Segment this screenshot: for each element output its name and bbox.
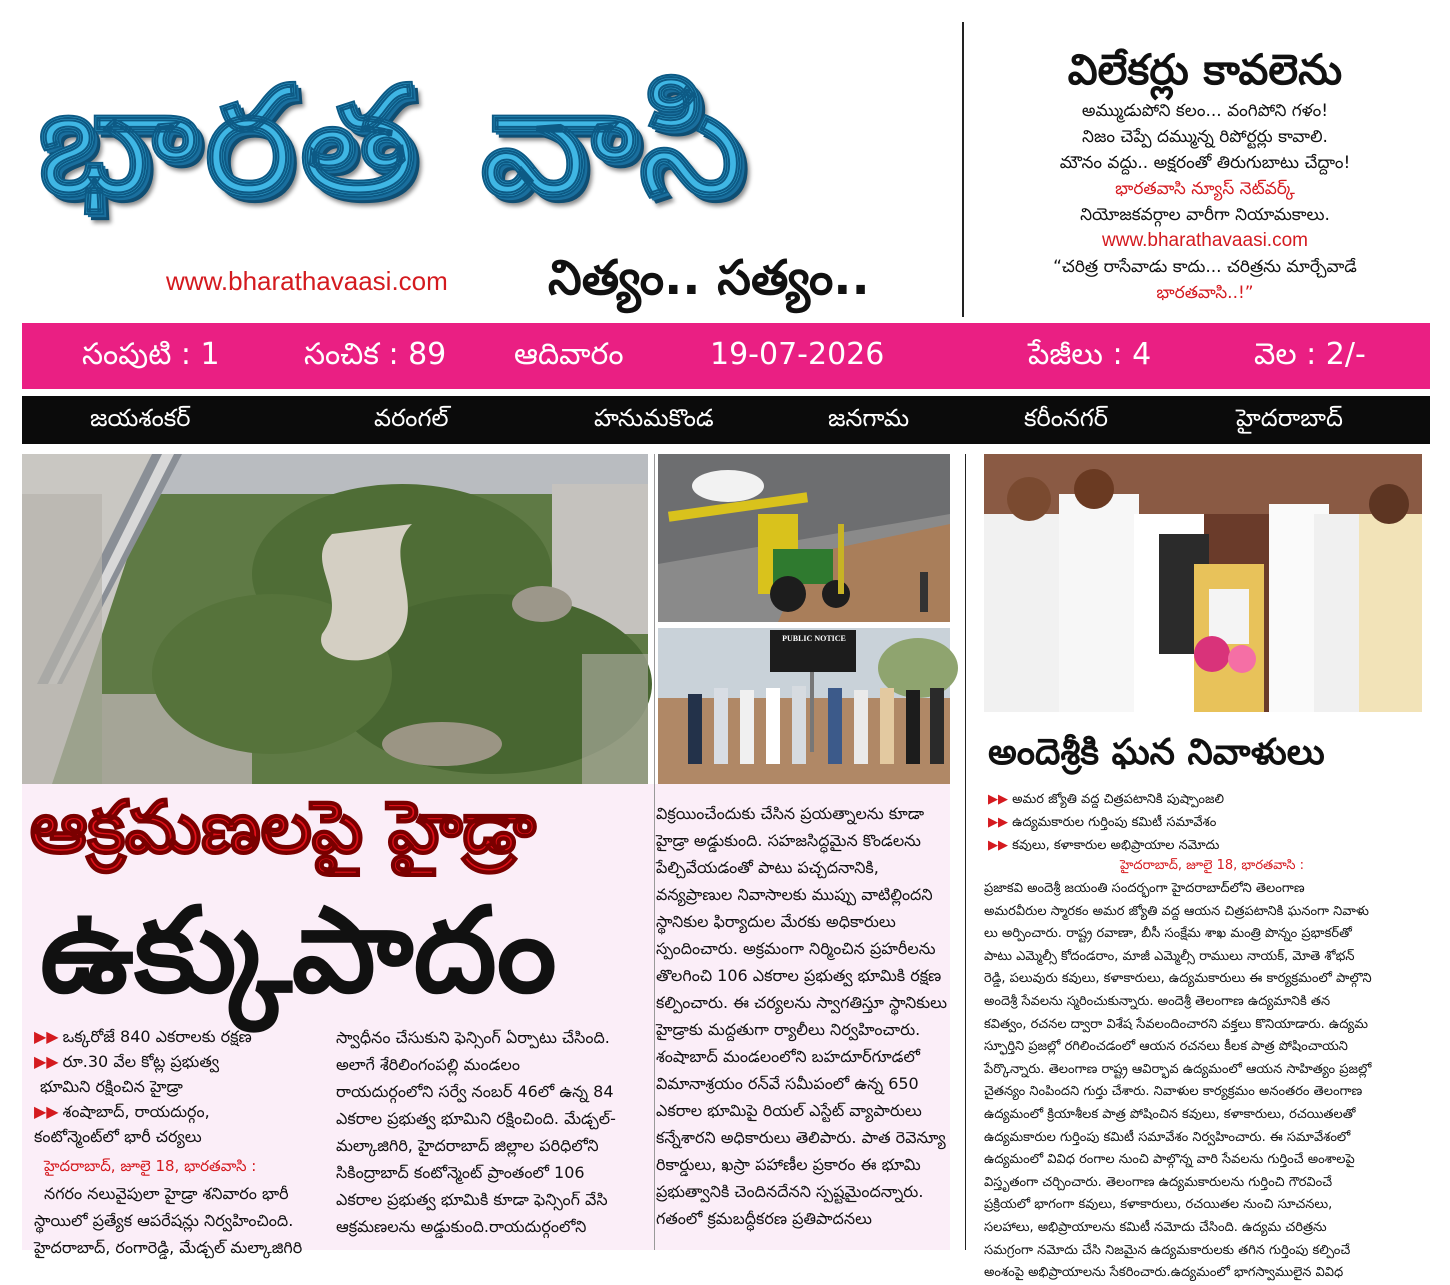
side-story-body bbox=[984, 878, 1424, 1281]
article-line: స్థాయిలో ప్రత్యేక ఆపరేషన్లు నిర్వహించింది. bbox=[34, 1211, 294, 1230]
article-line: ప్రక్రియలో భాగంగా కవులు, కళాకారులు, రచయితల నుంచి సూచనలు, bbox=[984, 1197, 1333, 1213]
double-arrow-icon: ▶▶ bbox=[34, 1052, 59, 1071]
ad-title: విలేకర్లు కావలెను bbox=[1067, 45, 1343, 94]
logo-website-url[interactable]: www.bharathavaasi.com bbox=[166, 266, 448, 296]
ad-constituency: నియోజకవర్గాల వారీగా నియామకాలు. bbox=[1080, 205, 1330, 225]
article-line: విమానాశ్రయం రన్‌వే సమీపంలో ఉన్న 650 bbox=[656, 1074, 919, 1093]
column-divider bbox=[654, 454, 655, 1250]
ad-website-url[interactable]: www.bharathavaasi.com bbox=[1102, 230, 1308, 251]
article-line: ఆక్రమణలను అడ్డుకుంది.రాయదుర్గంలోని bbox=[336, 1217, 587, 1236]
ad-network: భారతవాసి న్యూస్ నెట్‌వర్క్ bbox=[1115, 179, 1295, 199]
article-line: అందెశ్రీ సేవలను స్మరించుకున్నారు. అందెశ్రీ తెలంగాణ ఉద్యమానికి తన bbox=[984, 993, 1331, 1009]
article-line: ఎకరాల ప్రభుత్వ భూమిని రక్షించింది. మేడ్చల్- bbox=[336, 1109, 616, 1128]
article-line: ఎకరాల భూమిపై రియల్ ఎస్టేట్ వ్యాపారులు bbox=[656, 1101, 922, 1120]
ad-quote: “చరిత్ర రాసేవాడు కాదు... చరిత్రను మార్చేవాడే bbox=[1053, 257, 1357, 277]
article-line: కవిత్వం, రచనల ద్వారా విశేష సేవలందించారని వక్తలు కొనియాడారు. ఉద్యమ bbox=[984, 1016, 1369, 1032]
issue-day: ఆదివారం bbox=[514, 337, 624, 372]
issue-date: 19-07-2026 bbox=[710, 337, 885, 372]
main-story-column-2 bbox=[336, 1024, 648, 1250]
article-line: సలహాలు, అభిప్రాయాలను కమిటీ నమోదు చేసింది. ఉద్యమ చరిత్రను bbox=[984, 1219, 1327, 1235]
article-line: విక్రయించేందుకు చేసిన ప్రయత్నాలను కూడా bbox=[656, 804, 925, 823]
issue-number: సంచిక : 89 bbox=[304, 337, 447, 372]
article-line: స్వాధీనం చేసుకుని ఫెన్సింగ్ ఏర్పాటు చేసింది. bbox=[336, 1028, 610, 1047]
article-line: ఉద్యమంలో క్రియాశీలక పాత్ర పోషించిన కవులు, కళాకారులు, రచయితలతో bbox=[984, 1106, 1356, 1122]
double-arrow-icon: ▶▶ bbox=[988, 838, 1008, 853]
double-arrow-icon: ▶▶ bbox=[34, 1102, 59, 1121]
article-line: రెడ్డి, పలువురు కవులు, కళాకారులు, ఉద్యమకారులు ఈ కార్యక్రమంలో పాల్గొని bbox=[984, 971, 1372, 987]
article-line: హైడ్రా అడ్డుకుంది. సహజసిద్ధమైన కొండలను bbox=[656, 831, 921, 850]
article-line: గతంలో క్రమబద్ధీకరణ ప్రతిపాదనలు bbox=[656, 1209, 872, 1228]
side-story-headline: అందెశ్రీకి ఘన నివాళులు bbox=[988, 732, 1325, 773]
editions-bar bbox=[22, 396, 1430, 444]
edition-item[interactable]: హనుమకొండ bbox=[594, 404, 714, 432]
side-story-dateline: హైదరాబాద్, జూలై 18, భారతవాసి : bbox=[1120, 858, 1305, 873]
ad-line: మౌనం వద్దు.. అక్షరంతో తిరుగుబాటు చేద్దాం! bbox=[1059, 153, 1351, 173]
volume-number: సంపుటి : 1 bbox=[82, 337, 220, 372]
masthead-divider bbox=[962, 22, 964, 317]
article-line: నగరం నలువైపులా హైడ్రా శనివారం భారీ bbox=[44, 1184, 289, 1203]
main-headline-line2: ఉక్కుపాదం bbox=[40, 881, 557, 1019]
masthead bbox=[0, 0, 1450, 322]
public-notice-group-photo bbox=[658, 628, 950, 784]
article-line: వన్యప్రాణుల నివాసాలకు ముప్పు వాటిల్లిందని bbox=[656, 885, 933, 904]
page-count: పేజీలు : 4 bbox=[1028, 337, 1152, 372]
edition-item[interactable]: కరీంనగర్ bbox=[1024, 404, 1108, 432]
highlight-bullet: ▶▶ శంషాబాద్, రాయదుర్గం, bbox=[34, 1102, 210, 1121]
main-story-column-1 bbox=[34, 1024, 334, 1257]
issue-info-bar bbox=[22, 323, 1430, 389]
double-arrow-icon: ▶▶ bbox=[34, 1027, 59, 1046]
main-headline-line1: ఆక్రమణలపై హైడ్రా bbox=[30, 785, 536, 869]
reporters-wanted-ad bbox=[980, 42, 1430, 306]
article-line: స్థానికుల ఫిర్యాదుల మేరకు అధికారులు bbox=[656, 912, 896, 931]
side-story-highlights bbox=[988, 788, 1224, 857]
highlight-bullet: ▶▶ రూ.30 వేల కోట్ల ప్రభుత్వ bbox=[34, 1052, 220, 1071]
ad-line: నిజం చెప్పే దమ్మున్న రిపోర్టర్లు కావాలి. bbox=[1082, 127, 1328, 147]
article-line: విస్తృతంగా చర్చించారు. తెలంగాణ ఉద్యమకారులను గుర్తించి గౌరవించే bbox=[984, 1174, 1333, 1190]
edition-item[interactable]: జయశంకర్ bbox=[90, 404, 191, 432]
drilling-machine-photo bbox=[658, 454, 950, 622]
edition-item[interactable]: వరంగల్ bbox=[374, 404, 449, 432]
dateline: హైదరాబాద్, జూలై 18, భారతవాసి : bbox=[44, 1157, 257, 1175]
article-line: ఎకరాల ప్రభుత్వ భూమికి కూడా ఫెన్సింగ్ వేసి bbox=[336, 1190, 608, 1209]
article-line: ఉద్యమంలో వివిధ రంగాల నుంచి పాల్గొన్న వారి సేవలను గుర్తించే అంశాలపై bbox=[984, 1152, 1355, 1168]
article-line: ఉద్యమకారుల గుర్తింపు కమిటీ సమావేశం నిర్వహించారు. ఈ సమావేశంలో bbox=[984, 1129, 1351, 1145]
article-line: సికింద్రాబాద్ కంటోన్మెంట్ ప్రాంతంలో 106 bbox=[336, 1163, 585, 1182]
highlight-bullet-continued: భూమిని రక్షించిన హైడ్రా bbox=[40, 1077, 183, 1096]
highlight-bullet-continued: కంటోన్మెంట్‌లో భారీ చర్యలు bbox=[34, 1127, 202, 1146]
article-line: కన్నేశారని అధికారులు తెలిపారు. పాత రెవెన్యూ bbox=[656, 1128, 946, 1147]
article-line: స్పందించారు. అక్రమంగా నిర్మించిన ప్రహరీలను bbox=[656, 939, 936, 958]
article-line: ప్రజాకవి అందెశ్రీ జయంతి సందర్భంగా హైదరాబాద్‌లోని తెలంగాణ bbox=[984, 881, 1305, 896]
newspaper-logo: భారత వాసి bbox=[38, 55, 751, 229]
article-line: పాటు ఎమ్మెల్సీ కోదండరాం, మాజీ ఎమ్మెల్సీ రాములు నాయక్, మోతె శోభన్ bbox=[984, 948, 1355, 964]
double-arrow-icon: ▶▶ bbox=[988, 815, 1008, 830]
highlight-bullet: ▶▶ ఉద్యమకారుల గుర్తింపు కమిటీ సమావేశం bbox=[988, 815, 1217, 830]
article-line: మల్కాజిగిరి, హైదరాబాద్ జిల్లాల పరిధిలోని bbox=[336, 1136, 599, 1155]
notice-board-text: PUBLIC NOTICE bbox=[782, 634, 846, 643]
article-line: లు అర్పించారు. రాష్ట్ర రవాణా, బీసీ సంక్షేమ శాఖ మంత్రి పొన్నం ప్రభాకర్‌తో bbox=[984, 926, 1352, 942]
issue-price: వెల : 2/- bbox=[1254, 337, 1366, 372]
newspaper-tagline: నిత్యం.. సత్యం.. bbox=[548, 250, 870, 306]
article-line: హైదరాబాద్, రంగారెడ్డి, మేడ్చల్ మల్కాజిగిరి bbox=[34, 1238, 303, 1257]
article-line: పేర్కొన్నారు. తెలంగాణ రాష్ట్ర ఆవిర్భావ ఉద్యమంలో ఆయన సాహిత్యం ప్రజల్లో bbox=[984, 1061, 1372, 1077]
article-line: చైతన్యం నింపిందని గుర్తు చేశారు. నివాళుల కార్యక్రమం అనంతరం తెలంగాణ bbox=[984, 1084, 1363, 1100]
edition-item[interactable]: హైదరాబాద్ bbox=[1236, 404, 1343, 432]
ad-signature: భారతవాసి..!” bbox=[1156, 283, 1254, 303]
article-line: అమరవీరుల స్మారకం అమర జ్యోతి వద్ద ఆయన చిత్రపటానికి ఘనంగా నివాళు bbox=[984, 903, 1369, 919]
ad-line: అమ్ముడుపోని కలం... వంగిపోని గళం! bbox=[1081, 101, 1329, 121]
article-line: తొలగించి 106 ఎకరాల ప్రభుత్వ భూమికి రక్షణ bbox=[656, 966, 942, 985]
article-line: పేల్చివేయడంతో పాటు పచ్చదనానికి, bbox=[656, 858, 879, 877]
aerial-hill-photo bbox=[22, 454, 648, 784]
article-line: స్ఫూర్తిని ప్రజల్లో రగిలించడంలో ఆయన రచనలు కీలక పాత్ర పోషించాయని bbox=[984, 1039, 1348, 1055]
article-line: కల్పించారు. ఈ చర్యలను స్వాగతిస్తూ స్థానికులు bbox=[656, 993, 947, 1012]
article-line: అంశంపై అభిప్రాయాలను సేకరించారు.ఉద్యమంలో భాగస్వాములైన వివిధ bbox=[984, 1265, 1344, 1281]
article-line: అలాగే శేరిలింగంపల్లి మండలం bbox=[336, 1055, 520, 1074]
highlight-bullet: ▶▶ కవులు, కళాకారుల అభిప్రాయాల నమోదు bbox=[988, 838, 1220, 853]
tribute-ceremony-photo bbox=[984, 454, 1422, 712]
article-line: హైడ్రాకు మద్దతుగా ర్యాలీలు నిర్వహించారు. bbox=[656, 1020, 921, 1039]
article-line: ప్రభుత్వానికి చెందినదేనని స్పష్టమైందన్నారు. bbox=[656, 1182, 924, 1201]
highlight-bullet: ▶▶ అమర జ్యోతి వద్ద చిత్రపటానికి పుష్పాంజలి bbox=[988, 792, 1224, 807]
double-arrow-icon: ▶▶ bbox=[988, 792, 1008, 807]
article-line: రికార్డులు, ఖస్రా పహాణీల ప్రకారం ఈ భూమి bbox=[656, 1155, 921, 1174]
column-divider bbox=[965, 454, 966, 1250]
article-line: సమగ్రంగా నమోదు చేసి నిజమైన ఉద్యమకారులకు తగిన గుర్తింపు కల్పించే bbox=[984, 1242, 1351, 1258]
article-line: రాయదుర్గంలోని సర్వే నంబర్ 46లో ఉన్న 84 bbox=[336, 1082, 614, 1101]
main-story-column-3 bbox=[656, 800, 950, 1250]
highlight-bullet: ▶▶ ఒక్కరోజే 840 ఎకరాలకు రక్షణ bbox=[34, 1027, 252, 1046]
edition-item[interactable]: జనగామ bbox=[828, 404, 910, 432]
article-line: శంషాబాద్ మండలంలోని బహదూర్‌గూడలో bbox=[656, 1047, 920, 1066]
